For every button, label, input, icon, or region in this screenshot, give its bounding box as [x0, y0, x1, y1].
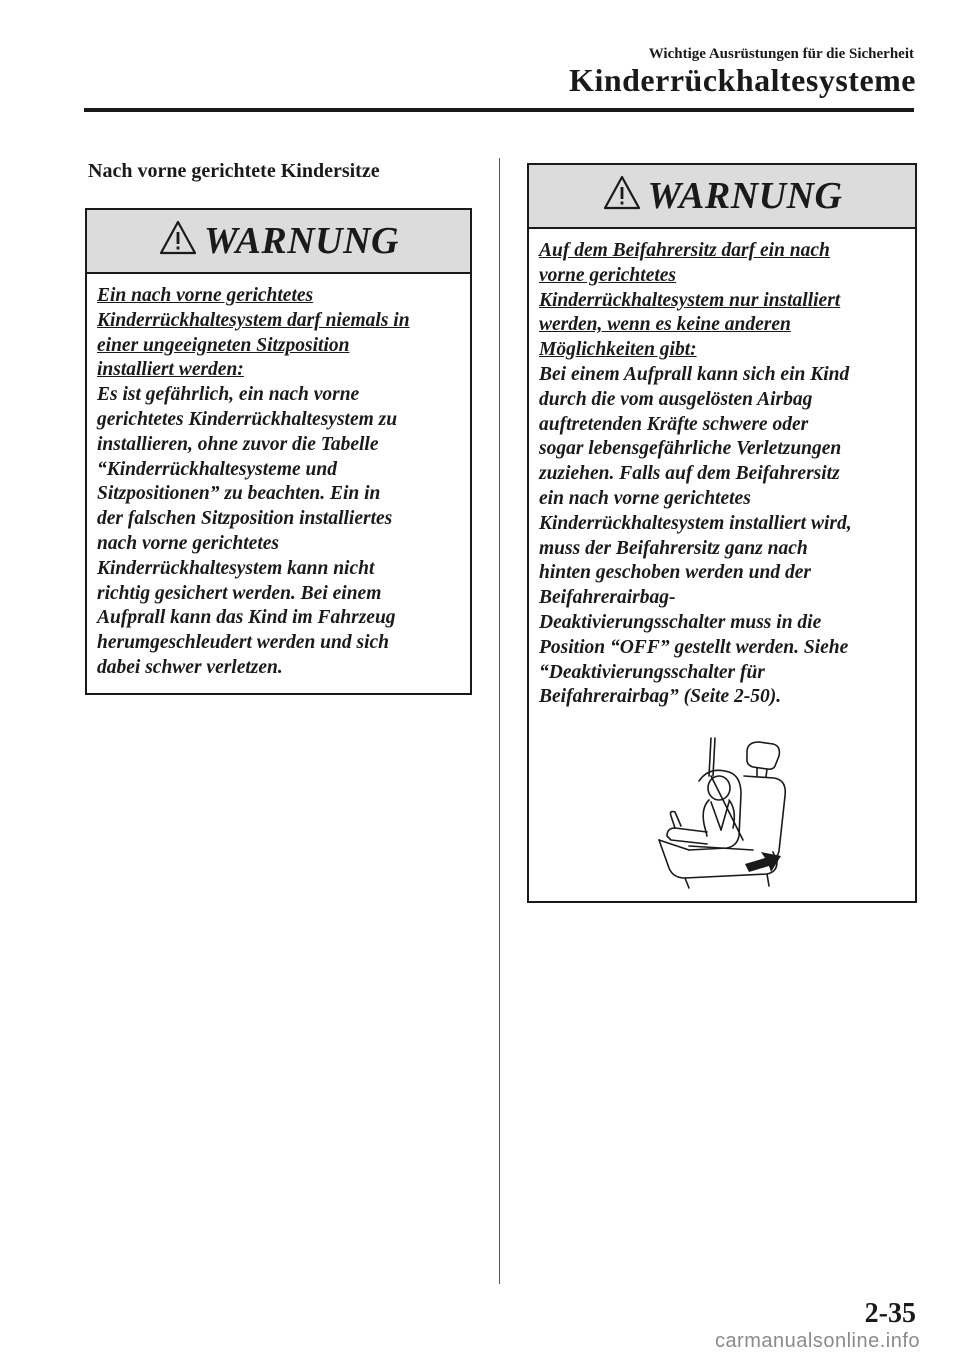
warning-line: Deaktivierungsschalter muss in die — [539, 611, 822, 633]
header-divider — [84, 108, 914, 112]
warning-line: installieren, ohne zuvor die Tabelle — [97, 433, 379, 455]
warning-triangle-icon — [158, 218, 198, 258]
warning-line: richtig gesichert werden. Bei einem — [97, 582, 382, 604]
warning-title: WARNUNG — [647, 175, 843, 217]
warning-underlined-line: Kinderrückhaltesystem darf niemals in — [97, 309, 410, 331]
warning-line: nach vorne gerichtetes — [97, 532, 279, 554]
warning-line: Aufprall kann das Kind im Fahrzeug — [97, 607, 396, 629]
warning-line: “Kinderrückhaltesysteme und — [97, 458, 337, 480]
warning-line: Kinderrückhaltesystem kann nicht — [97, 557, 375, 579]
warning-underlined-line: Ein nach vorne gerichtetes — [97, 285, 314, 306]
warning-underlined-line: Möglichkeiten gibt: — [539, 339, 697, 361]
warning-line: dabei schwer verletzen. — [97, 656, 283, 678]
warning-line: Beifahrerairbag” (Seite 2-50). — [539, 686, 782, 708]
page-number: 2-35 — [864, 1298, 916, 1329]
warning-underlined-line: Auf dem Beifahrersitz darf ein nach — [539, 240, 830, 261]
warning-triangle-icon — [602, 173, 642, 213]
warning-line: Beifahrerairbag- — [539, 587, 676, 609]
column-divider — [499, 158, 500, 1284]
warning-text — [529, 229, 915, 720]
warning-line: hinten geschoben werden und der — [539, 562, 811, 584]
warning-header — [87, 210, 470, 274]
warning-line: sogar lebensgefährliche Verletzungen — [539, 438, 842, 460]
page-title: Kinderrückhaltesysteme — [569, 62, 916, 98]
warning-text — [87, 274, 470, 693]
warning-underlined-line: einer ungeeigneten Sitzposition — [97, 334, 350, 356]
warning-line: auftretenden Kräfte schwere oder — [539, 413, 809, 435]
warning-line: der falschen Sitzposition installiertes — [97, 508, 393, 530]
warning-box-left — [85, 208, 472, 695]
child-seat-illustration — [649, 736, 799, 891]
warning-header — [529, 165, 915, 229]
warning-line: muss der Beifahrersitz ganz nach — [539, 537, 808, 559]
warning-line: Bei einem Aufprall kann sich ein Kind — [539, 363, 850, 385]
warning-line: Es ist gefährlich, ein nach vorne — [97, 384, 360, 406]
warning-title: WARNUNG — [204, 220, 399, 262]
warning-underlined-line: installiert werden: — [97, 359, 244, 381]
warning-line: Sitzpositionen” zu beachten. Ein in — [97, 483, 381, 505]
warning-box-right — [527, 163, 917, 903]
warning-line: ein nach vorne gerichtetes — [539, 487, 751, 509]
warning-line: zuziehen. Falls auf dem Beifahrersitz — [539, 463, 840, 485]
warning-line: gerichtetes Kinderrückhaltesystem zu — [97, 408, 398, 430]
warning-line: “Deaktivierungsschalter für — [539, 661, 765, 683]
warning-line: herumgeschleudert werden und sich — [97, 632, 389, 654]
warning-underlined-line: werden, wenn es keine anderen — [539, 314, 791, 336]
warning-line: Kinderrückhaltesystem installiert wird, — [539, 512, 852, 534]
warning-underlined-line: vorne gerichtetes — [539, 264, 677, 286]
warning-underlined-line: Kinderrückhaltesystem nur installiert — [539, 289, 841, 311]
section-heading: Nach vorne gerichtete Kindersitze — [88, 160, 380, 182]
footer-url[interactable]: carmanualsonline.info — [714, 1330, 920, 1352]
warning-line: durch die vom ausgelösten Airbag — [539, 388, 813, 410]
section-label: Wichtige Ausrüstungen für die Sicherheit — [648, 46, 914, 62]
warning-line: Position “OFF” gestellt werden. Siehe — [539, 636, 849, 658]
